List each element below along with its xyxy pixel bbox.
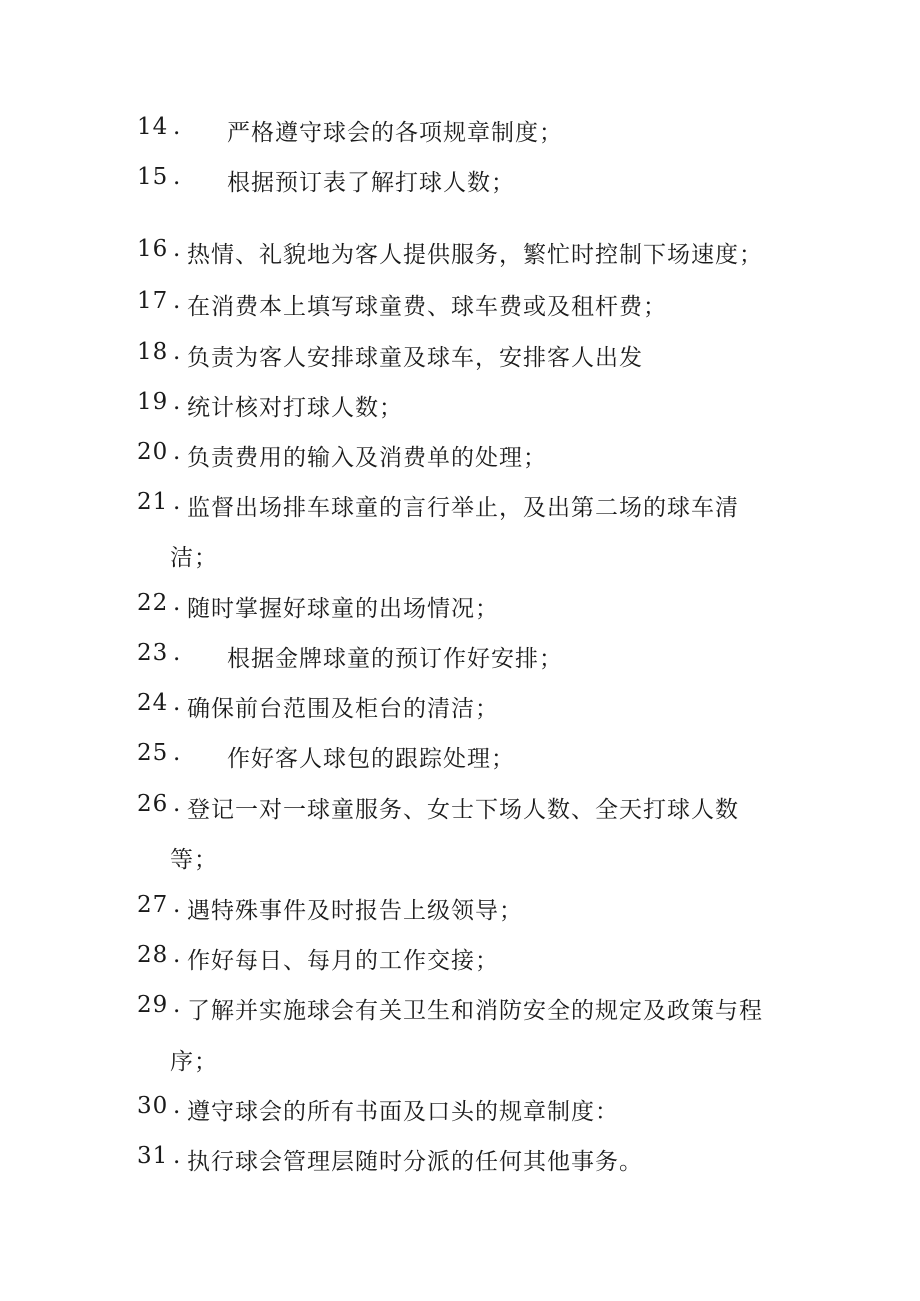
item-text: 根据预订表了解打球人数；: [227, 170, 515, 196]
item-number: 26: [137, 791, 169, 817]
item-number: 20: [137, 439, 169, 465]
item-number: 30: [137, 1093, 169, 1119]
item-text: 确保前台范围及柜台的清洁；: [187, 696, 499, 722]
item-text-continuation: 等；: [170, 847, 218, 873]
item-dot: .: [173, 942, 181, 968]
item-dot: .: [173, 740, 181, 766]
item-number: 24: [137, 690, 169, 716]
item-text: 执行球会管理层随时分派的任何其他事务。: [187, 1149, 643, 1175]
item-dot: .: [173, 489, 181, 515]
item-text: 遇特殊事件及时报告上级领导；: [187, 898, 523, 924]
item-dot: .: [173, 992, 181, 1018]
item-text-continuation: 洁；: [170, 545, 218, 571]
item-dot: .: [173, 590, 181, 616]
item-text-continuation: 序；: [170, 1049, 218, 1075]
item-text: 登记一对一球童服务、女士下场人数、全天打球人数: [187, 797, 739, 823]
item-number: 31: [137, 1143, 169, 1169]
item-dot: .: [173, 439, 181, 465]
item-number: 27: [137, 892, 169, 918]
item-number: 16: [137, 236, 169, 262]
item-number: 21: [137, 489, 169, 515]
item-number: 19: [137, 389, 169, 415]
item-number: 29: [137, 992, 169, 1018]
item-text: 根据金牌球童的预订作好安排；: [227, 646, 563, 672]
item-number: 25: [137, 740, 169, 766]
item-dot: .: [173, 690, 181, 716]
item-text: 作好每日、每月的工作交接；: [187, 948, 499, 974]
item-text: 统计核对打球人数；: [187, 395, 403, 421]
item-text: 作好客人球包的跟踪处理；: [227, 746, 515, 772]
item-dot: .: [173, 236, 181, 262]
item-number: 14: [137, 114, 169, 140]
item-number: 18: [137, 339, 169, 365]
item-text: 随时掌握好球童的出场情况；: [187, 596, 499, 622]
item-dot: .: [173, 791, 181, 817]
item-dot: .: [173, 288, 181, 314]
item-text: 负责费用的输入及消费单的处理；: [187, 445, 547, 471]
item-dot: .: [173, 114, 181, 140]
item-number: 15: [137, 164, 169, 190]
item-number: 17: [137, 288, 169, 314]
item-number: 22: [137, 590, 169, 616]
item-text: 监督出场排车球童的言行举止，及出第二场的球车清: [187, 495, 739, 521]
item-dot: .: [173, 1093, 181, 1119]
item-number: 28: [137, 942, 169, 968]
item-dot: .: [173, 389, 181, 415]
item-text: 严格遵守球会的各项规章制度；: [227, 120, 563, 146]
item-text: 热情、礼貌地为客人提供服务，繁忙时控制下场速度；: [187, 242, 763, 268]
item-dot: .: [173, 339, 181, 365]
item-number: 23: [137, 640, 169, 666]
item-text: 遵守球会的所有书面及口头的规章制度：: [187, 1099, 619, 1125]
item-text: 了解并实施球会有关卫生和消防安全的规定及政策与程: [187, 998, 763, 1024]
item-text: 在消费本上填写球童费、球车费或及租杆费；: [187, 294, 667, 320]
item-text: 负责为客人安排球童及球车，安排客人出发: [187, 345, 643, 371]
item-dot: .: [173, 640, 181, 666]
item-dot: .: [173, 164, 181, 190]
item-dot: .: [173, 892, 181, 918]
item-dot: .: [173, 1143, 181, 1169]
